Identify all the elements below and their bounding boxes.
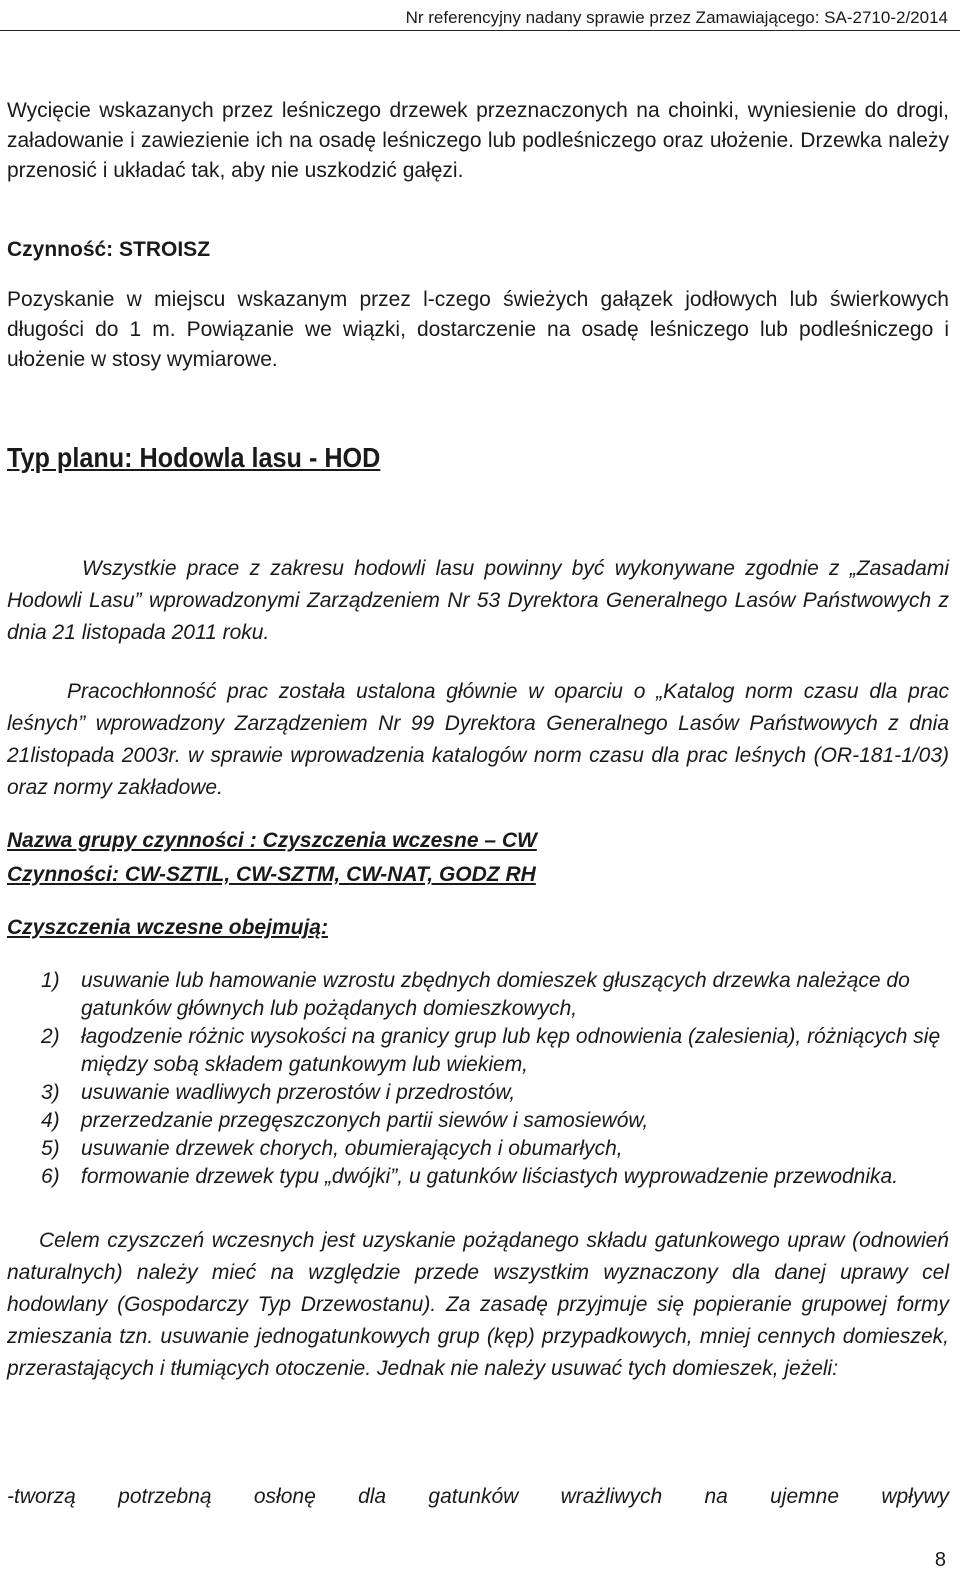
- page-number: 8: [934, 1549, 946, 1571]
- scope-heading: Czyszczenia wczesne obejmują:: [7, 916, 328, 939]
- group-name-line: Nazwa grupy czynności : Czyszczenia wczesne – CW: [7, 829, 537, 852]
- list-item-number: 6): [41, 1165, 60, 1188]
- list-item-text: przerzedzanie przegęszczonych partii siewów i samosiewów,: [81, 1109, 649, 1132]
- stroisz-paragraph: Pozyskanie w miejscu wskazanym przez l-czego świeżych gałązek jodłowych lub świerkowych długości do 1 m. Powiązanie we wiązki, dostarczenie na osadę leśniczego lub podleśniczego i ułożenie w stosy wymiarowe.: [7, 288, 949, 371]
- list-item: [7, 1079, 949, 1107]
- group-activities-line: Czynności: CW-SZTIL, CW-SZTM, CW-NAT, GODZ RH: [7, 863, 536, 886]
- list-item: [7, 1107, 949, 1135]
- list-item: [7, 1023, 949, 1079]
- list-item: [7, 967, 949, 1023]
- header-divider: [0, 30, 960, 31]
- list-item: [7, 1163, 949, 1191]
- list-item-text: formowanie drzewek typu „dwójki”, u gatunków liściastych wyprowadzenie przewodnika.: [81, 1165, 899, 1188]
- list-item-number: 5): [41, 1137, 60, 1160]
- list-item: [7, 1135, 949, 1163]
- list-item-text: łagodzenie różnic wysokości na granicy grup lub kęp odnowienia (zalesienia), różniących się między sobą składem gatunkowym lub wiekiem,: [81, 1025, 941, 1076]
- list-item-text: usuwanie wadliwych przerostów i przedrostów,: [81, 1081, 516, 1104]
- scope-list: [7, 967, 949, 1191]
- choinki-paragraph: Wycięcie wskazanych przez leśniczego drzewek przeznaczonych na choinki, wyniesienie do drogi, załadowanie i zawiezienie ich na osadę leśniczego lub podleśniczego oraz ułożenie. Drzewka należy przenosić i układać tak, aby nie uszkodzić gałęzi.: [7, 99, 949, 182]
- list-item-number: 4): [41, 1109, 60, 1132]
- stroisz-heading: Czynność: STROISZ: [7, 238, 211, 261]
- purpose-condition-line: -tworzą potrzebną osłonę dla gatunków wrażliwych na ujemne wpływy: [7, 1485, 949, 1508]
- document-reference-header: Nr referencyjny nadany sprawie przez Zamawiającego: SA-2710-2/2014: [405, 8, 948, 27]
- purpose-paragraph: Celem czyszczeń wczesnych jest uzyskanie pożądanego składu gatunkowego upraw (odnowień naturalnych) należy mieć na względzie przede wszystkim wyznaczony dla danej uprawy cel hodowlany (Gospodarczy Typ Drzewostanu). Za zasadę przyjmuje się popieranie grupowej formy zmieszania tzn. usuwanie jednogatunkowych grup (kęp) przypadkowych, mniej cennych domieszek, przerastających i tłumiących otoczenie. Jednak nie należy usuwać tych domieszek, jeżeli:: [7, 1229, 949, 1380]
- list-item-text: usuwanie drzewek chorych, obumierających i obumarłych,: [81, 1137, 623, 1160]
- plan-type-heading: Typ planu: Hodowla lasu - HOD: [7, 442, 381, 473]
- list-item-text: usuwanie lub hamowanie wzrostu zbędnych domieszek głuszących drzewka należące do gatunków głównych lub pożądanych domieszkowych,: [81, 969, 910, 1020]
- list-item-number: 1): [41, 969, 60, 992]
- list-item-number: 2): [41, 1025, 60, 1048]
- intro-paragraph-zasady: Wszystkie prace z zakresu hodowli lasu powinny być wykonywane zgodnie z „Zasadami Hodowli Lasu” wprowadzonymi Zarządzeniem Nr 53 Dyrektora Generalnego Lasów Państwowych z dnia 21 listopada 2011 roku.: [7, 557, 949, 644]
- intro-paragraph-katalog: Pracochłonność prac została ustalona głównie w oparciu o „Katalog norm czasu dla prac leśnych” wprowadzony Zarządzeniem Nr 99 Dyrektora Generalnego Lasów Państwowych z dnia 21listopada 2003r. w sprawie wprowadzenia katalogów norm czasu dla prac leśnych (OR-181-1/03) oraz normy zakładowe.: [7, 680, 949, 799]
- list-item-number: 3): [41, 1081, 60, 1104]
